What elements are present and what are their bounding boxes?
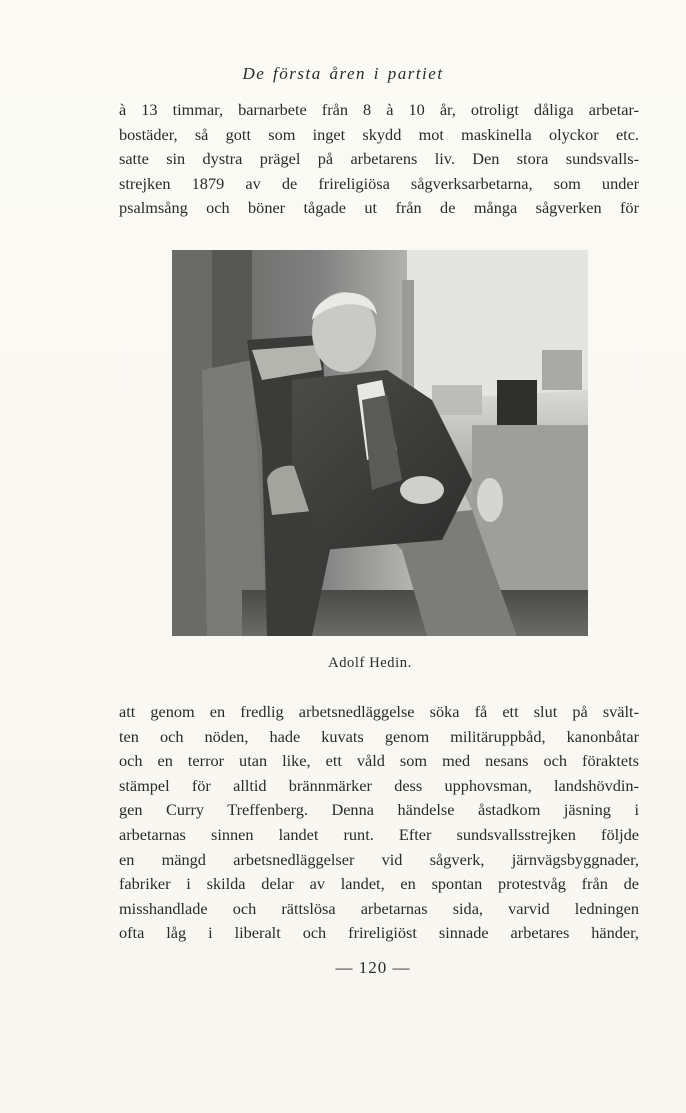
text-line: psalmsång och böner tågade ut från de många sågverken för <box>119 198 639 218</box>
text-line: ten och nöden, hade kuvats genom militäruppbåd, kanonbåtar <box>119 726 639 746</box>
portrait-photo <box>172 250 588 636</box>
paragraph-bottom <box>119 700 639 946</box>
portrait-photo-illustration <box>172 250 588 636</box>
text-line: att genom en fredlig arbetsnedläggelse söka få ett slut på svält- <box>119 702 639 721</box>
text-line: ofta låg i liberalt och frireligiöst sinnade arbetares händer, <box>119 923 639 943</box>
text-line: och en terror utan like, ett våld som med nesans och föraktets <box>119 751 639 771</box>
text-line: misshandlade och rättslösa arbetarnas sida, varvid ledningen <box>119 898 639 918</box>
text-line: satte sin dystra prägel på arbetarens liv. Den stora sundsvalls- <box>119 149 639 169</box>
text-line: stämpel för alltid brännmärker dess upphovsman, landshövdin- <box>119 775 639 795</box>
text-line: strejken 1879 av de frireligiösa sågverksarbetarna, som under <box>119 173 639 193</box>
paragraph-top <box>119 98 639 221</box>
text-line: fabriker i skilda delar av landet, en spontan protestvåg från de <box>119 874 639 894</box>
text-line: gen Curry Treffenberg. Denna händelse åstadkom jäsning i <box>119 800 639 820</box>
text-line: bostäder, så gott som inget skydd mot maskinella olyckor etc. <box>119 124 639 144</box>
text-line: à 13 timmar, barnarbete från 8 à 10 år, otroligt dåliga arbetar- <box>119 100 639 119</box>
text-line: arbetarnas sinnen landet runt. Efter sundsvallsstrejken följde <box>119 824 639 844</box>
photo-caption: Adolf Hedin. <box>328 655 412 671</box>
text-line: en mängd arbetsnedläggelser vid sågverk, järnvägsbyggnader, <box>119 849 639 869</box>
page-number: — 120 — <box>335 958 411 977</box>
running-head: De första åren i partiet <box>242 64 444 83</box>
